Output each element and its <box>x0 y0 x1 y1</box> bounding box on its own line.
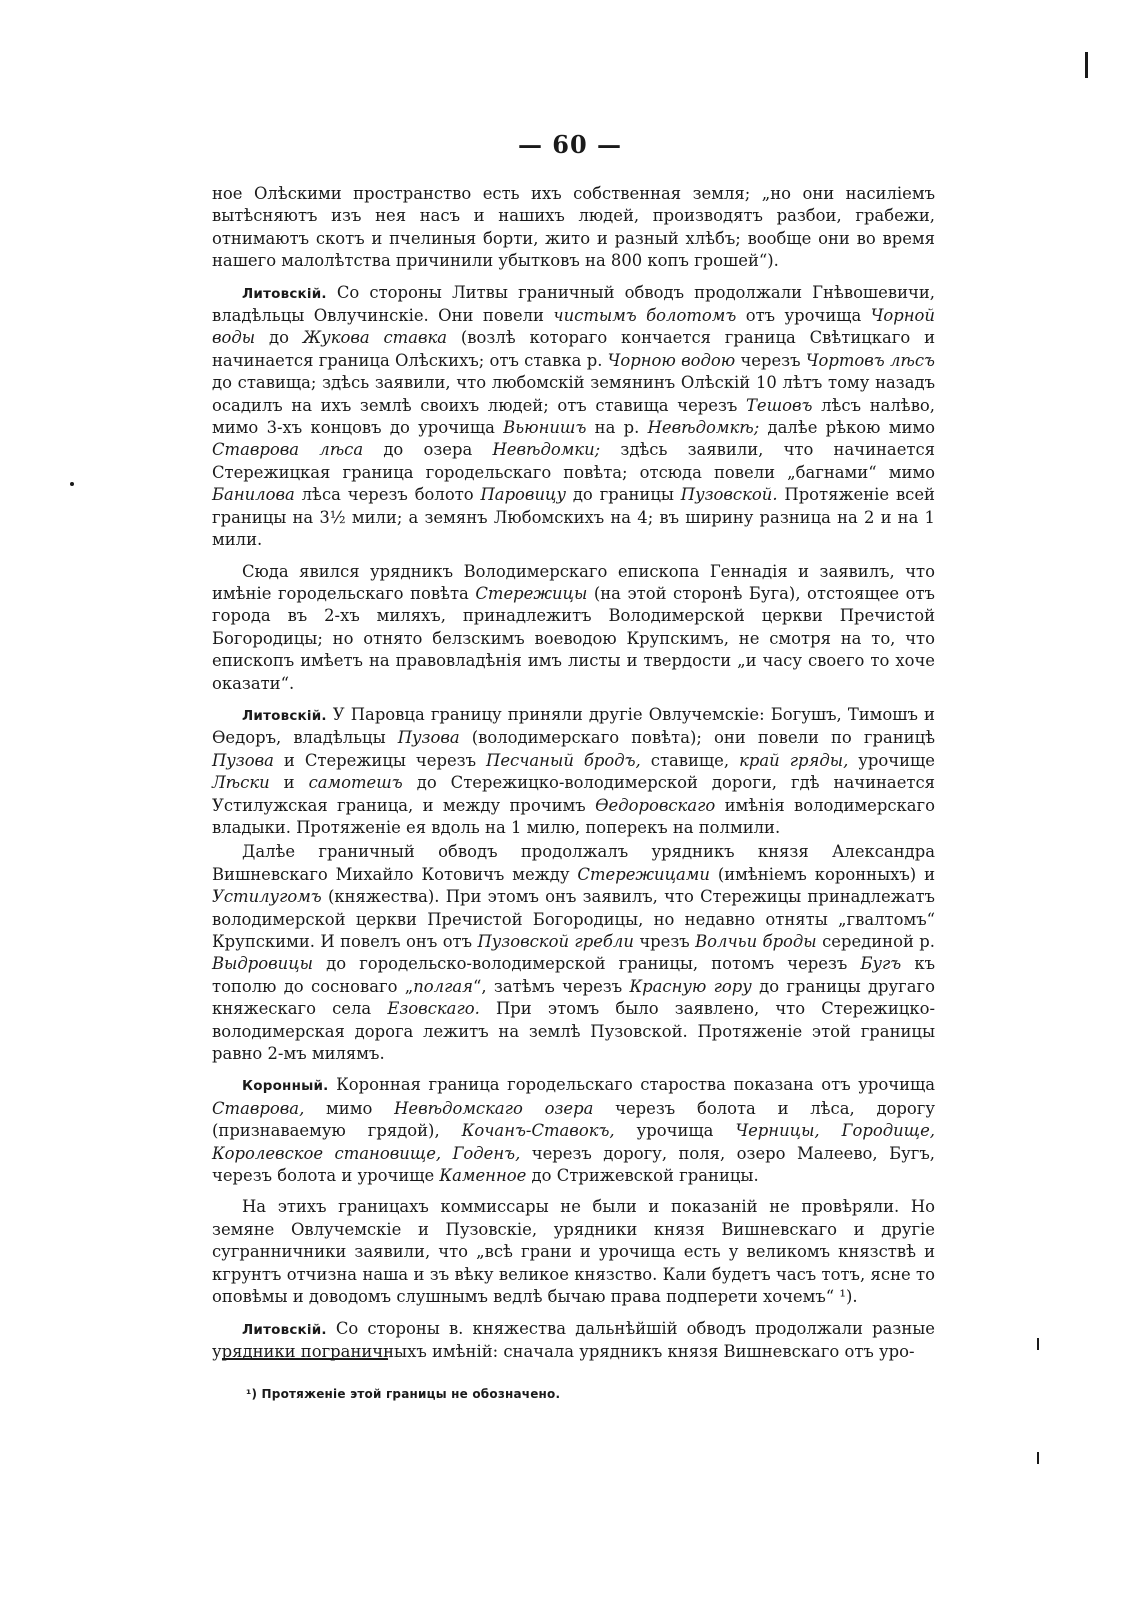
italic-text: Пузовской гребли <box>477 932 634 951</box>
italic-text: Стережицами <box>577 864 710 884</box>
text-run: на р. <box>586 418 648 438</box>
italic-text: Тешовъ <box>745 395 813 415</box>
footnote <box>246 1387 560 1401</box>
text-run: до озера <box>363 440 493 460</box>
paragraph <box>212 841 935 1065</box>
paragraph <box>212 1196 935 1308</box>
italic-text: Пузова <box>212 750 274 770</box>
italic-text: Черницы, Городище, Королевское становище, Годенъ, <box>212 1121 935 1163</box>
text-run: до Стережицко-володимерской дороги, гдѣ начинается Устилужская граница, и между прочимъ <box>212 773 935 815</box>
paragraph <box>212 704 935 839</box>
text-run: черезъ <box>735 350 806 370</box>
text-run: ное Олѣскими пространство есть ихъ собственная земля; „но они насиліемъ вытѣсняютъ изъ нея насъ и нашихъ людей, производятъ разбои, грабежи, отнимаютъ скотъ и пчелиныя борти, жито и разный хлѣбъ; вообще они во время нашего малолѣтства причинили убытковъ на 800 копъ грошей“). <box>212 184 935 271</box>
text-run: до границы <box>565 485 681 505</box>
italic-text: Паровицу <box>480 485 566 505</box>
text-run: здѣсь заявили, что начинается Стережицкая граница городельскаго повѣта; отсюда повели „багнами“ мимо <box>212 440 935 482</box>
italic-text: Бугъ <box>860 954 902 974</box>
scan-artifact <box>1037 1452 1039 1464</box>
italic-text: чистымъ болотомъ <box>553 306 737 326</box>
scan-artifact <box>1037 1338 1039 1350</box>
text-run: Со стороны Литвы граничный обводъ продолжали Гнѣвошевичи, владѣльцы Овлучинскіе. Они повели <box>212 282 935 326</box>
scan-artifact <box>1085 52 1088 78</box>
italic-text: Вьюнишъ <box>503 418 587 438</box>
italic-text: край гряды, <box>739 750 849 770</box>
italic-text: Банилова <box>212 485 295 505</box>
text-run: Протяженіе всей границы на 3½ мили; а земянъ Любомскихъ на 4; въ ширину разница на 2 и на 1 мили. <box>212 485 935 550</box>
footnote-marker: ¹) <box>246 1387 258 1401</box>
paragraph <box>212 1074 935 1187</box>
italic-text: Волчьи броды <box>695 932 817 951</box>
italic-text: Езовскаго. <box>387 999 480 1019</box>
text-run: имѣнія володимерскаго владыки. Протяженіе ея вдоль на 1 милю, поперекъ на полмили. <box>212 795 935 837</box>
italic-text: Стережицы <box>475 583 588 603</box>
italic-text: Пузовской. <box>680 485 778 505</box>
text-run: ставище, <box>640 750 740 770</box>
italic-text: Пузова <box>397 728 460 748</box>
text-run: урочище <box>848 750 935 770</box>
text-run: къ тополю до сосноваго „ <box>212 954 935 996</box>
text-run: до ставища; здѣсь заявили, что любомскій земянинъ Олѣскій 10 лѣтъ тому назадъ осадилъ на ихъ землѣ своихъ людей; отъ ставища черезъ <box>212 373 935 415</box>
text-run: У Паровца границу приняли другіе Овлучемскіе: Богушъ, Тимошъ и Өедоръ, владѣльцы <box>212 704 935 748</box>
italic-text: Өедоровскаго <box>595 795 716 815</box>
text-run: (имѣніемъ коронныхъ) и <box>709 864 936 884</box>
section-label: Литовскій. <box>242 1321 327 1338</box>
text-run: отъ урочища <box>736 306 871 326</box>
italic-text: Лѣски <box>212 773 270 793</box>
italic-text: Чорною водою <box>607 350 736 370</box>
text-run: черезъ болота и лѣса, дорогу (признаваемую грядой), <box>212 1098 936 1141</box>
text-run: На этихъ границахъ коммиссары не были и показаній не провѣряли. Но земяне Овлучемскіе и Пузовскіе, урядники князя Вишневскаго и другіе сугранничники заявили, что „всѣ грани и урочища есть у великомъ князствѣ и кгрунтъ отчизна наша и зъ вѣку великое князство. Кали будетъ часъ тотъ, ясне то оповѣмы и доводомъ слушнымъ ведлѣ бычаю права подперети хочемъ“ ¹). <box>212 1197 935 1307</box>
italic-text: Выдровицы <box>212 954 314 974</box>
text-run: далѣе рѣкою мимо <box>759 418 935 438</box>
text-run: мимо <box>304 1098 395 1118</box>
italic-text: Чорной воды <box>212 306 935 348</box>
text-run: Далѣе граничный обводъ продолжалъ урядникъ князя Александра Вишневскаго Михайло Котовичъ между <box>212 842 935 884</box>
italic-text: Невѣдомскаго озера <box>394 1098 594 1118</box>
text-run: черезъ дорогу, поля, озеро Малеево, Бугъ, черезъ болота и урочище <box>212 1143 935 1186</box>
scan-artifact <box>70 482 74 486</box>
text-run: Со стороны в. княжества дальнѣйшій обводъ продолжали разные урядники пограничныхъ имѣній: сначала урядникъ князя Вишневскаго отъ уро- <box>212 1318 935 1361</box>
text-run: (княжества). При этомъ онъ заявилъ, что Стережицы принадлежатъ володимерской церкви Пречистой Богородицы, но недавно отняты „гвалтомъ“ Крупскими. И повелъ онъ отъ <box>212 887 935 951</box>
text-run: и Стережицы черезъ <box>273 750 487 770</box>
page-number: — 60 — <box>517 130 623 159</box>
paragraph <box>212 183 935 273</box>
text-run: Коронная граница городельскаго староства показана отъ урочища <box>328 1075 935 1095</box>
text-run: (володимерскаго повѣта); они повели по границѣ <box>459 728 935 748</box>
footnote-divider <box>222 1358 388 1360</box>
text-run: до Стрижевской границы. <box>526 1166 759 1186</box>
text-run: чрезъ <box>633 932 696 951</box>
italic-text: Ставрова, <box>212 1098 305 1118</box>
text-run: серединой р. <box>816 932 935 951</box>
text-run: и <box>269 773 309 793</box>
italic-text: Жукова ставка <box>302 328 448 348</box>
italic-text: Каменное <box>439 1166 527 1186</box>
paragraph <box>212 1318 935 1364</box>
paragraph <box>212 282 935 552</box>
italic-text: Красную гору <box>629 976 752 996</box>
section-label: Литовскій. <box>242 285 327 302</box>
italic-text: Кочанъ-Ставокъ, <box>461 1121 615 1141</box>
text-run: (на этой сторонѣ Буга), отстоящее отъ города въ 2-хъ миляхъ, принадлежитъ Володимерской церкви Пречистой Богородицы; но отнято белзскимъ воеводою Крупскимъ, не смотря на то, что епископъ имѣетъ на правовладѣнія имъ листы и твердости „и часу своего то хоче оказати“. <box>212 583 935 693</box>
text-run: до <box>255 328 303 348</box>
text-run: лѣсъ налѣво, мимо 3-хъ концовъ до урочища <box>212 395 935 438</box>
text-run: лѣса черезъ болото <box>294 485 481 505</box>
main-text <box>212 183 935 1372</box>
section-label: Литовскій. <box>242 707 327 724</box>
text-run: до городельско-володимерской границы, потомъ черезъ <box>313 954 861 974</box>
paragraph <box>212 561 935 695</box>
italic-text: Чортовъ лѣсъ <box>805 350 935 370</box>
italic-text: полгая <box>413 976 474 996</box>
section-label: Коронный. <box>242 1078 329 1095</box>
italic-text: Ставрова лѣса <box>212 440 364 460</box>
italic-text: Невѣдомкѣ; <box>647 418 760 438</box>
italic-text: Устилугомъ <box>212 887 322 907</box>
text-run: урочища <box>614 1121 736 1141</box>
italic-text: Песчаный бродъ, <box>486 750 641 770</box>
text-run: (возлѣ котораго кончается граница Свѣтицкаго и начинается граница Олѣскихъ; отъ ставка р. <box>212 328 936 370</box>
italic-text: самотешъ <box>308 773 403 793</box>
text-run: “, затѣмъ черезъ <box>473 976 630 996</box>
italic-text: Невѣдомки; <box>492 440 601 460</box>
text-run: Сюда явился урядникъ Володимерскаго епископа Геннадія и заявилъ, что имѣніе городельскаго повѣта <box>212 561 935 603</box>
text-run: до границы другаго княжескаго села <box>212 976 935 1019</box>
footnote-text: Протяженіе этой границы не обозначено. <box>261 1387 561 1401</box>
text-run: При этомъ было заявлено, что Стережицко-володимерская дорога лежитъ на землѣ Пузовской. Протяженіе этой границы равно 2-мъ милямъ. <box>212 999 935 1064</box>
